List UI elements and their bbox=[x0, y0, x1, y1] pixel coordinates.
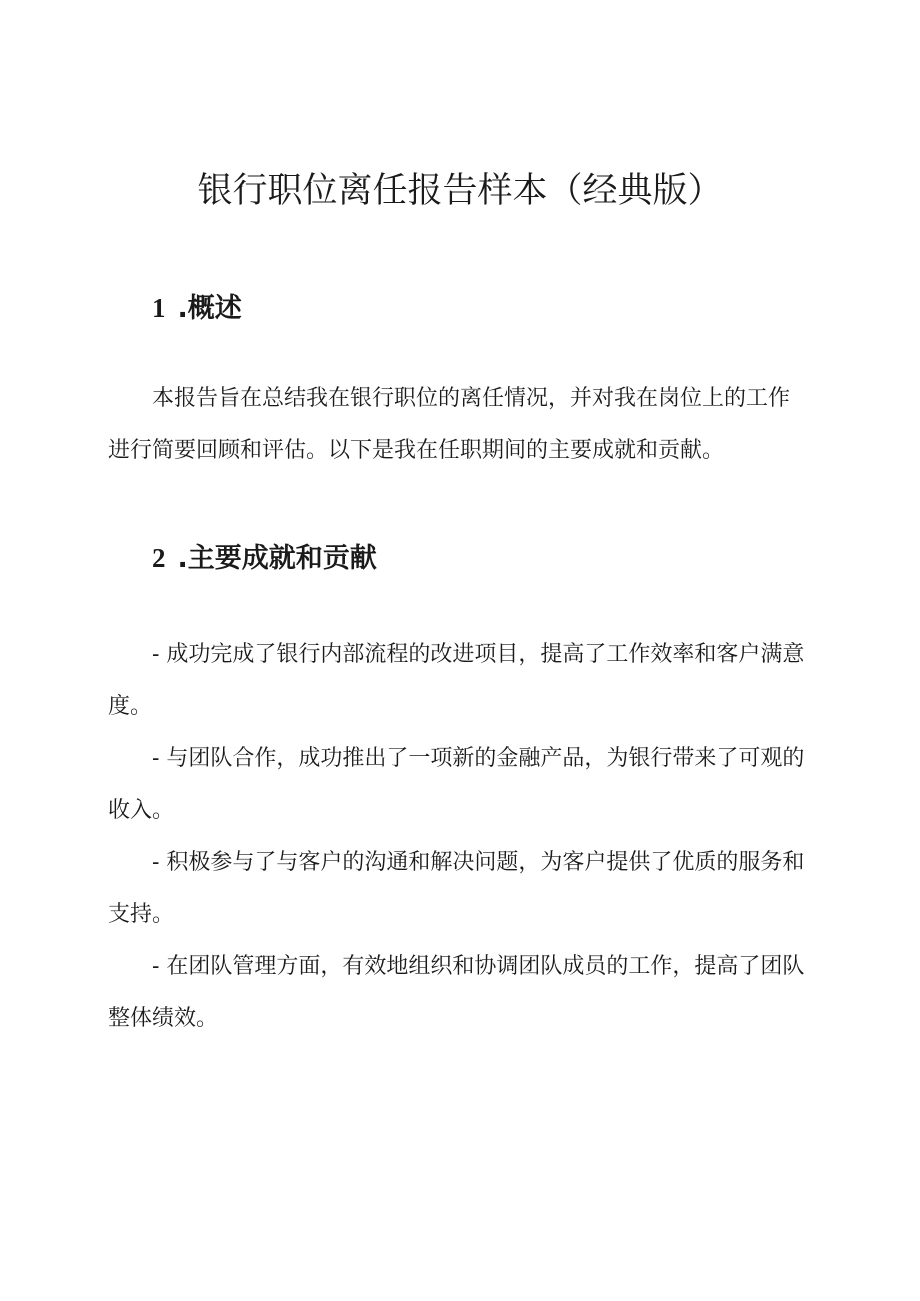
list-item: - 积极参与了与客户的沟通和解决问题，为客户提供了优质的服务和支持。 bbox=[108, 850, 805, 927]
section-number: 2 bbox=[152, 543, 166, 573]
section-heading-achievements bbox=[152, 540, 377, 577]
list-item: - 在团队管理方面，有效地组织和协调团队成员的工作，提高了团队整体绩效。 bbox=[108, 954, 805, 1031]
document-title: 银行职位离任报告样本（经典版） bbox=[197, 171, 723, 211]
list-item: - 成功完成了银行内部流程的改进项目，提高了工作效率和客户满意度。 bbox=[108, 642, 805, 719]
section-number: 1 bbox=[152, 293, 166, 323]
overview-paragraph: 本报告旨在总结我在银行职位的离任情况，并对我在岗位上的工作进行简要回顾和评估。以下是我在任职期间的主要成就和贡献。 bbox=[108, 386, 791, 463]
section-heading-overview bbox=[152, 290, 242, 327]
list-item: - 与团队合作，成功推出了一项新的金融产品，为银行带来了可观的收入。 bbox=[108, 746, 805, 823]
achievements-list bbox=[108, 629, 820, 1045]
section-title: .概述 bbox=[177, 293, 242, 324]
section-title: .主要成就和贡献 bbox=[177, 543, 377, 574]
